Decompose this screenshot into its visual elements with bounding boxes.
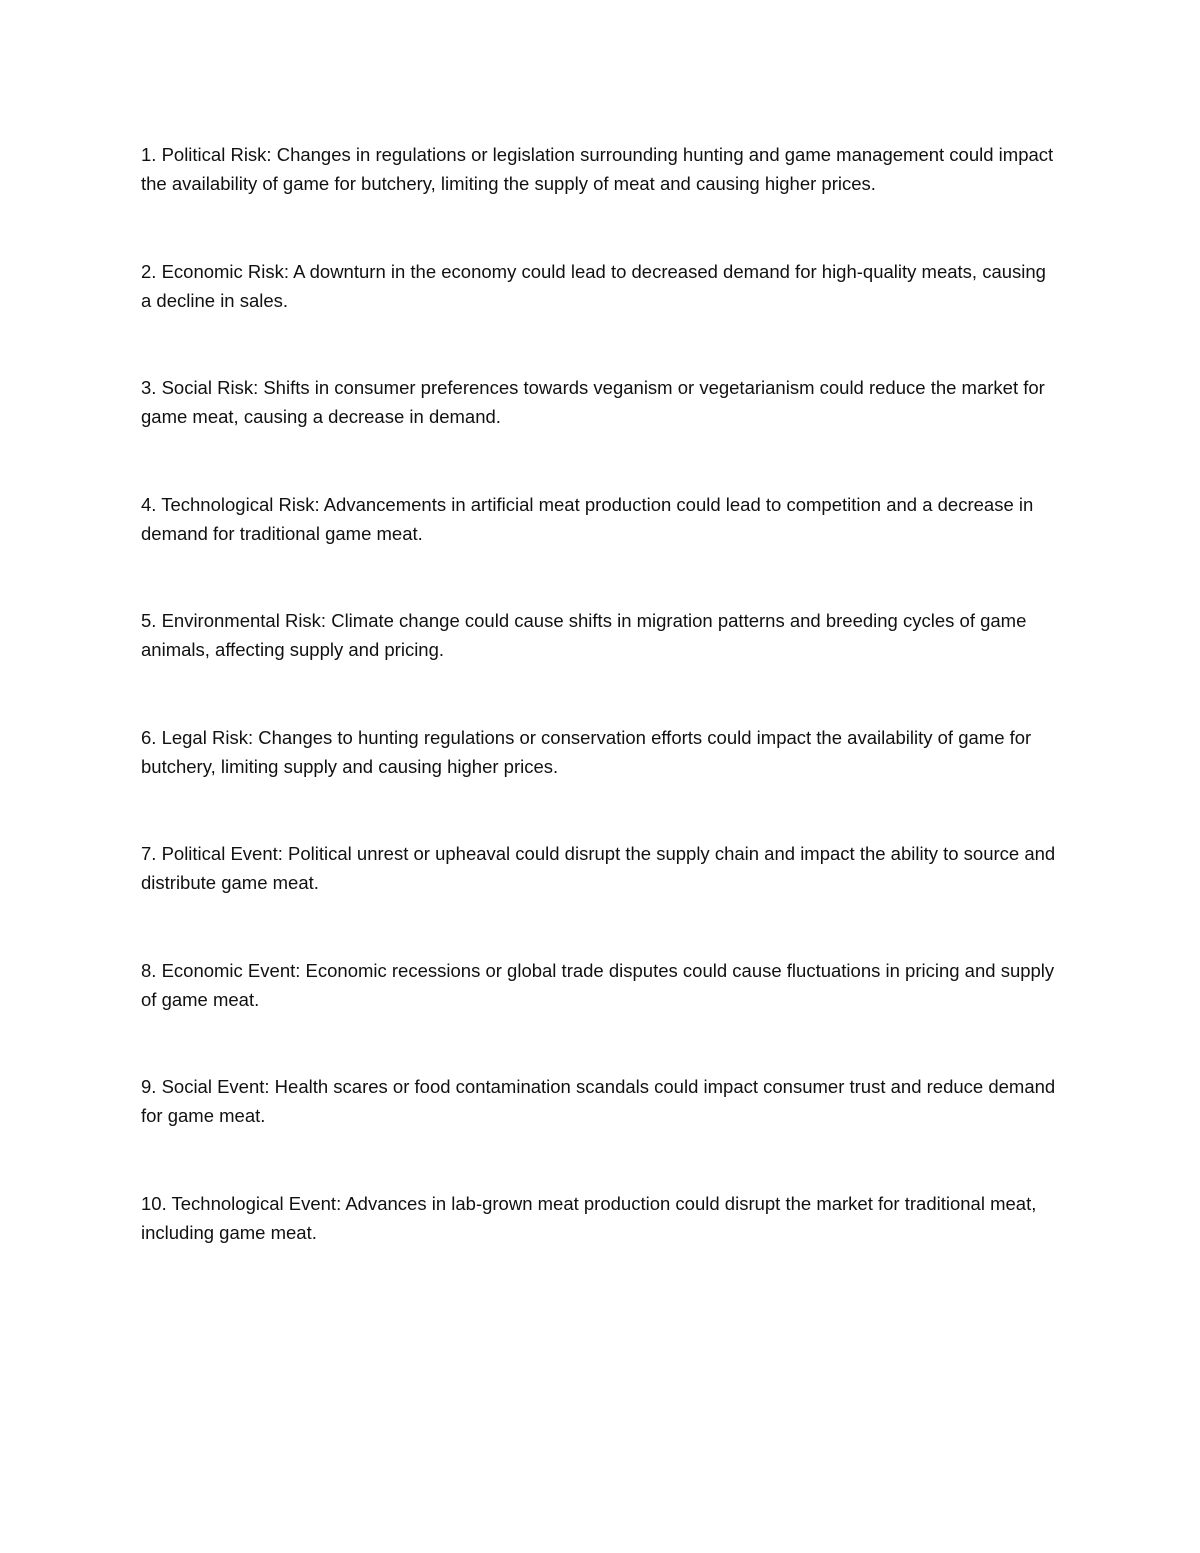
list-item-political-event: 7. Political Event: Political unrest or upheaval could disrupt the supply chain and impact the ability to source and distribute game meat.: [141, 843, 1056, 893]
list-item-technological-event: 10. Technological Event: Advances in lab-grown meat production could disrupt the market for traditional meat, including game meat.: [141, 1192, 1037, 1243]
list-item-environmental-risk: 5. Environmental Risk: Climate change could cause shifts in migration patterns and breeding cycles of game animals, affecting supply and pricing.: [141, 610, 1027, 660]
list-item-legal-risk: 6. Legal Risk: Changes to hunting regulations or conservation efforts could impact the availability of game for butchery, limiting supply and causing higher prices.: [141, 726, 1032, 777]
list-item-social-risk: 3. Social Risk: Shifts in consumer preferences towards veganism or vegetarianism could reduce the market for game meat, causing a decrease in demand.: [141, 377, 1045, 427]
list-item-political-risk: 1. Political Risk: Changes in regulations or legislation surrounding hunting and game management could impact the availability of game for butchery, limiting the supply of meat and causing higher prices.: [141, 144, 1054, 194]
document-body: [141, 140, 1061, 1305]
list-item-social-event: 9. Social Event: Health scares or food contamination scandals could impact consumer trust and reduce demand for game meat.: [141, 1076, 1056, 1126]
list-item-economic-risk: 2. Economic Risk: A downturn in the economy could lead to decreased demand for high-quality meats, causing a decline in sales.: [141, 260, 1046, 311]
list-item-economic-event: 8. Economic Event: Economic recessions or global trade disputes could cause fluctuations in pricing and supply of game meat.: [141, 959, 1055, 1010]
list-item-technological-risk: 4. Technological Risk: Advancements in artificial meat production could lead to competition and a decrease in demand for traditional game meat.: [141, 493, 1034, 544]
